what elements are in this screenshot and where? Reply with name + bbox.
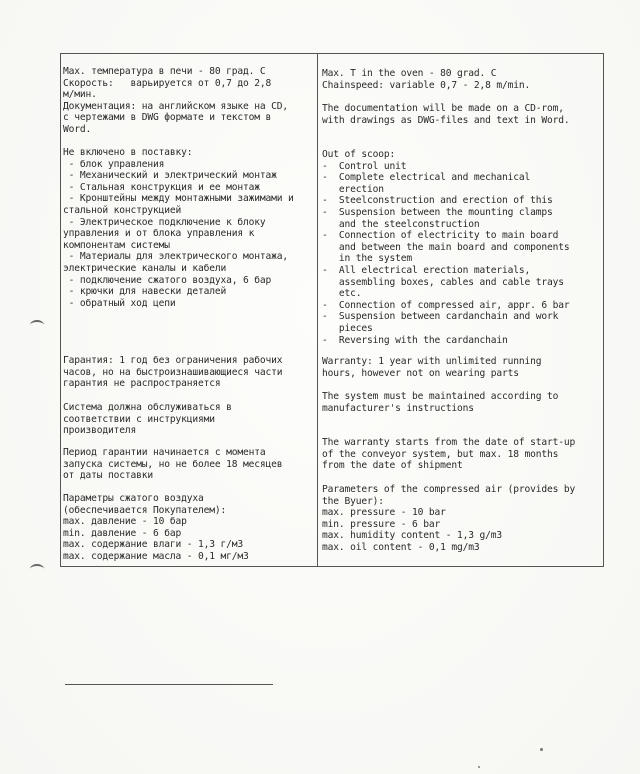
en-oven-specs: Max. T in the oven - 80 grad. C Chainspeed: variable 0,7 - 2,8 m/min. [322,68,531,91]
en-out-of-scope: Out of scoop: - Control unit - Complete electrical and mechanical erection - Steelconstruction and erection of this - Suspension between the mounting clamps and the steelconstruction - Connection of electricity to main board and between the main board and components in the system - All electrical erection materials, assembling boxes, cables and cable trays etc. - Connection of compressed air, appr. 6 bar - Suspension between cardanchain and work pieces - Reversing with the cardanchain [322,149,570,346]
punch-hole-mark [30,564,44,574]
ru-warranty: Гарантия: 1 год без ограничения рабочих часов, но на быстроизнашивающиеся части гарантия не распространяется [63,355,283,390]
english-column [322,0,602,553]
en-documentation: The documentation will be made on a CD-rom, with drawings as DWG-files and text in Word. [322,103,570,126]
ru-out-of-scope: Не включено в поставку: - блок управления - Механический и электрический монтаж - Стальная конструкция и ее монтаж - Кронштейны между монтажными зажимами и стальной конструкцией - Электрическое подключение к блоку управления и от блока управления к компонентам системы - Материалы для электрического монтажа, электрические каналы и кабели - подключение сжатого воздуха, 6 бар - крючки для навески деталей - обратный ход цепи [63,147,294,309]
ru-maintenance: Система должна обслуживаться в соответствии с инструкциями производителя [63,402,232,437]
russian-column [63,0,315,562]
punch-hole-mark [30,320,44,330]
ru-warranty-start: Период гарантии начинается с момента запуска системы, но не более 18 месяцев от даты поставки [63,447,283,482]
en-warranty-start: The warranty starts from the date of start-up of the conveyor system, but max. 18 months from the date of shipment [322,437,576,472]
en-compressed-air: Parameters of the compressed air (provides by the Byuer): max. pressure - 10 bar min. pressure - 6 bar max. humidity content - 1,3 g/m3 max. oil content - 0,1 mg/m3 [322,484,576,553]
en-warranty: Warranty: 1 year with unlimited running hours, however not on wearing parts [322,356,542,379]
ru-oven-specs: Max. температура в печи - 80 град. С Скорость: варьируется от 0,7 до 2,8 м/мин. Документация: на английском языке на CD, с чертежами в DWG формате и текстом в Word. [63,66,289,135]
signature-line [65,684,273,685]
ru-compressed-air: Параметры сжатого воздуха (обеспечивается Покупателем): max. давление - 10 бар min. давление - 6 бар max. содержание влаги - 1,3 г/м3 max. содержание масла - 0,1 мг/м3 [63,493,249,562]
en-maintenance: The system must be maintained according to manufacturer's instructions [322,391,559,414]
column-divider [317,53,318,567]
scan-speck [540,748,543,751]
scan-speck [478,766,480,768]
